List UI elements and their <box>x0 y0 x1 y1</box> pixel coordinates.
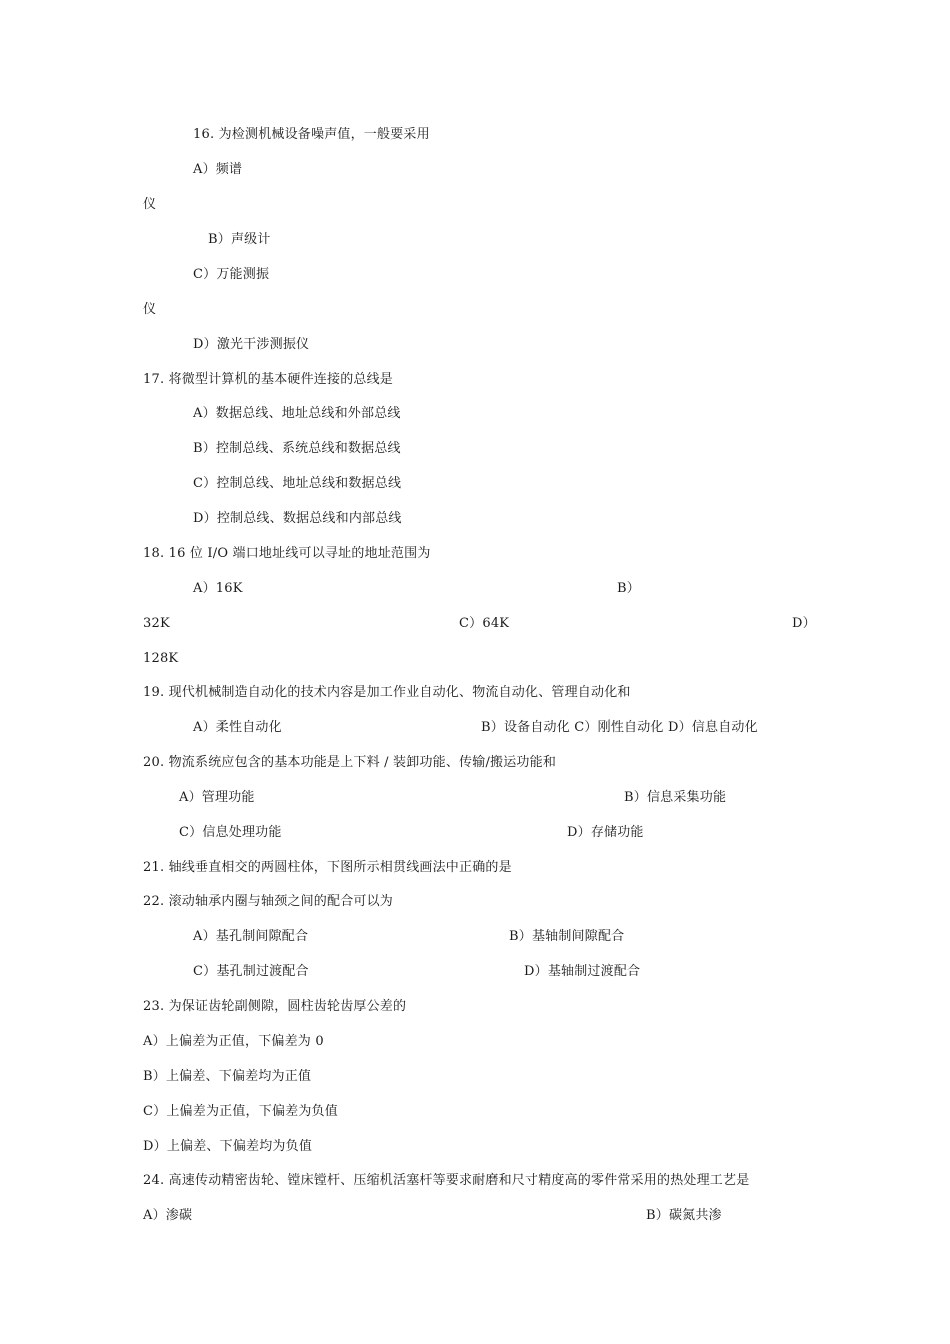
q24-stem: 24. 高速传动精密齿轮、镗床镗杆、压缩机活塞杆等要求耐磨和尺寸精度高的零件常采用的热处理工艺是 <box>143 1173 750 1188</box>
q22-option-b: B）基轴制间隙配合 <box>509 929 625 944</box>
q23-option-a: A）上偏差为正值，下偏差为 0 <box>143 1034 324 1049</box>
q23-stem: 23. 为保证齿轮副侧隙，圆柱齿轮齿厚公差的 <box>143 999 407 1014</box>
q20-option-b: B）信息采集功能 <box>624 790 727 805</box>
q23-option-c: C）上偏差为正值，下偏差为负值 <box>143 1104 338 1119</box>
q18-option-b-label: B） <box>617 581 640 596</box>
q16-option-d: D）激光干涉测振仪 <box>193 337 310 352</box>
q19-stem: 19. 现代机械制造自动化的技术内容是加工作业自动化、物流自动化、管理自动化和 <box>143 685 631 700</box>
q18-option-c: C）64K <box>459 616 510 631</box>
q18-stem: 18. 16 位 I/O 端口地址线可以寻址的地址范围为 <box>143 546 431 561</box>
q17-option-a: A）数据总线、地址总线和外部总线 <box>193 406 401 421</box>
q22-stem: 22. 滚动轴承内圈与轴颈之间的配合可以为 <box>143 894 394 909</box>
q18-option-d-label: D） <box>792 616 816 631</box>
q20-stem: 20. 物流系统应包含的基本功能是上下料 / 装卸功能、传输/搬运功能和 <box>143 755 557 770</box>
q23-option-b: B）上偏差、下偏差均为正值 <box>143 1069 312 1084</box>
q24-option-b: B）碳氮共渗 <box>646 1208 722 1223</box>
q23-option-d: D）上偏差、下偏差均为负值 <box>143 1139 313 1154</box>
q17-option-c: C）控制总线、地址总线和数据总线 <box>193 476 402 491</box>
q24-option-a: A）渗碳 <box>143 1208 193 1223</box>
q22-option-a: A）基孔制间隙配合 <box>193 929 309 944</box>
q22-option-d: D）基轴制过渡配合 <box>524 964 641 979</box>
q16-option-b: B）声级计 <box>208 232 271 247</box>
q19-option-a: A）柔性自动化 <box>193 720 282 735</box>
q20-option-a: A）管理功能 <box>179 790 255 805</box>
q20-option-c: C）信息处理功能 <box>179 825 282 840</box>
q17-stem: 17. 将微型计算机的基本硬件连接的总线是 <box>143 372 394 387</box>
q18-option-d-value: 128K <box>143 651 179 666</box>
q16-option-c: C）万能测振 <box>193 267 270 282</box>
q16-option-a: A）频谱 <box>193 162 243 177</box>
q18-option-a: A）16K <box>193 581 243 596</box>
q16-option-c-wrap: 仪 <box>143 302 157 317</box>
q22-option-c: C）基孔制过渡配合 <box>193 964 309 979</box>
q19-options-bcd: B）设备自动化 C）刚性自动化 D）信息自动化 <box>481 720 758 735</box>
q18-option-b-value: 32K <box>143 616 170 631</box>
q21-stem: 21. 轴线垂直相交的两圆柱体，下图所示相贯线画法中正确的是 <box>143 860 512 875</box>
q17-option-d: D）控制总线、数据总线和内部总线 <box>193 511 402 526</box>
q16-option-a-wrap: 仪 <box>143 197 157 212</box>
q16-stem: 16. 为检测机械设备噪声值，一般要采用 <box>193 127 430 142</box>
q17-option-b: B）控制总线、系统总线和数据总线 <box>193 441 401 456</box>
q20-option-d: D）存储功能 <box>567 825 644 840</box>
